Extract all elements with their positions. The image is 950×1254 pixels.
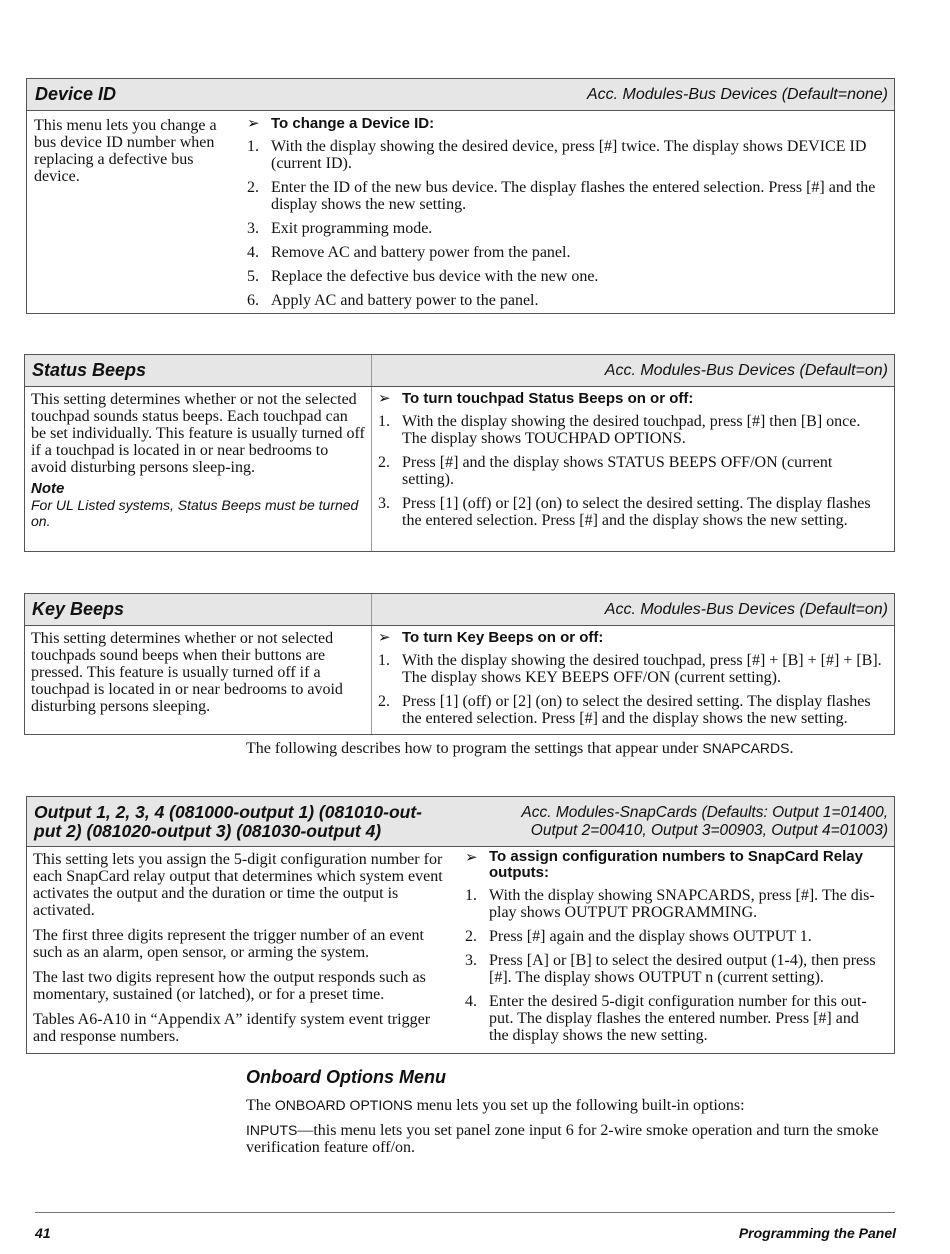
status-beeps-note-heading: Note [31,480,65,497]
output-paragraph: This setting lets you assign the 5-digit configuration number for each SnapCard relay output that determines which system event activates the output and the duration or time the output is activated. [33,851,443,919]
key-beeps-title: Key Beeps [32,599,125,619]
step-text: With the display showing the desired device, press [#] twice. The display shows DEVICE ID (current ID). [271,138,867,172]
status-beeps-header [25,355,894,387]
status-beeps-description: This setting determines whether or not the selected touchpad sounds status beeps. Each touchpad can be set individually. This feature is usually turned off if a touchpad is located in or near bedrooms to avoid disturbing persons sleep-ing. [31,391,365,476]
status-beeps-lead: To turn touchpad Status Beeps on or off: [402,390,694,407]
output-paragraph: Tables A6-A10 in “Appendix A” identify system event trigger and response numbers. [33,1011,431,1045]
step-text: Press [#] and the display shows STATUS BEEPS OFF/ON (current setting). [402,454,833,488]
output-section [26,796,895,1054]
step-text: With the display showing the desired touchpad, press [#] + [B] + [#] + [B]. The display shows KEY BEEPS OFF/ON (current setting). [402,652,882,686]
status-beeps-note-text: For UL Listed systems, Status Beeps must be turned on. [31,497,359,529]
status-beeps-section [24,354,895,552]
key-beeps-section [24,593,895,735]
step-text: Enter the desired 5-digit configuration number for this out-put. The display flashes the entered number. Press [#] and the display shows the new setting. [489,993,867,1044]
arrow-icon: ➢ [378,629,391,646]
status-beeps-steps [372,387,894,551]
output-title [34,803,422,841]
step-text: Replace the defective bus device with the new one. [271,268,599,285]
key-beeps-lead: To turn Key Beeps on or off: [402,629,604,646]
output-lead: To assign configuration numbers to SnapCard Relay outputs: [489,848,863,881]
status-beeps-acc: Acc. Modules-Bus Devices (Default=on) [604,361,888,379]
step-text: Press [A] or [B] to select the desired output (1-4), then press [#]. The display shows OUTPUT n (current setting). [489,952,876,986]
status-beeps-description-col [25,387,372,551]
device-id-acc: Acc. Modules-Bus Devices (Default=none) [586,85,888,103]
step-text: Remove AC and battery power from the panel. [271,244,571,261]
output-acc-line2: Output 2=00410, Output 3=00903, Output 4=01003) [530,821,888,839]
snapcards-intro [246,740,886,757]
step-text: Press [1] (off) or [2] (on) to select the desired setting. The display flashes the entered selection. Press [#] and the display shows the new setting. [402,693,871,727]
step-text: Enter the ID of the new bus device. The display flashes the entered selection. Press [#] and the display shows the new setting. [271,179,876,213]
list-item: 6. Apply AC and battery power to the panel. [247,292,539,309]
output-paragraph: The last two digits represent how the output responds such as momentary, sustained (or latched), or for a preset time. [33,969,426,1003]
list-item: 3. Press [1] (off) or [2] (on) to select the desired setting. The display flashes the entered selection. Press [#] and the display shows the new setting. [378,495,886,529]
onboard-options-term: ONBOARD OPTIONS [274,1097,413,1113]
list-item: 2. Press [#] again and the display shows OUTPUT 1. [465,928,812,945]
list-item: 1. With the display showing SNAPCARDS, press [#]. The dis-play shows OUTPUT PROGRAMMING. [465,887,880,921]
onboard-inputs [246,1122,894,1156]
snapcards-intro-end: . [789,740,794,757]
output-description [27,847,459,1053]
status-beeps-step-list [378,413,886,529]
arrow-icon: ➢ [465,849,478,866]
device-id-title: Device ID [35,84,117,104]
onboard-intro [246,1097,891,1114]
key-beeps-description: This setting determines whether or not selected touchpads sound beeps when their buttons are pressed. This feature is usually turned off if a touchpad is located in or near bedrooms to avoid disturbing persons sleeping. [25,626,372,734]
snapcards-term: SNAPCARDS [702,740,790,756]
key-beeps-step-list [378,652,886,727]
list-item: 1. With the display showing the desired touchpad, press [#] + [B] + [#] + [B]. The display shows KEY BEEPS OFF/ON (current setting). [378,652,886,686]
device-id-steps [241,111,894,316]
footer-divider [35,1212,895,1213]
list-item: 4. Enter the desired 5-digit configuration number for this out-put. The display flashes the entered number. Press [#] and the display shows the new setting. [465,993,880,1044]
device-id-step-list [247,138,886,309]
output-steps [459,847,894,1053]
onboard-heading: Onboard Options Menu [246,1067,446,1087]
footer-section-title: Programming the Panel [738,1225,896,1241]
output-acc-line1: Acc. Modules-SnapCards (Defaults: Output 1=01400, [521,803,888,821]
step-text: With the display showing the desired touchpad, press [#] then [B] once. The display shows TOUCHPAD OPTIONS. [402,413,861,447]
arrow-icon: ➢ [378,390,391,407]
output-step-list [465,887,880,1044]
inputs-text: —this menu lets you set panel zone input 6 for 2-wire smoke operation and turn the smoke verification feature off/on. [246,1122,879,1156]
onboard-intro-pre: The [246,1097,271,1114]
output-paragraph: The first three digits represent the trigger number of an event such as an alarm, open sensor, or arming the system. [33,927,424,961]
list-item: 4. Remove AC and battery power from the panel. [247,244,571,261]
list-item: 2. Press [1] (off) or [2] (on) to select the desired setting. The display flashes the entered selection. Press [#] and the display shows the new setting. [378,693,886,727]
status-beeps-title: Status Beeps [32,360,147,380]
step-text: Press [#] again and the display shows OUTPUT 1. [489,928,812,945]
onboard-intro-post: menu lets you set up the following built-in options: [416,1097,745,1114]
list-item: 2. Press [#] and the display shows STATUS BEEPS OFF/ON (current setting). [378,454,886,488]
list-item: 1. With the display showing the desired touchpad, press [#] then [B] once. The display shows TOUCHPAD OPTIONS. [378,413,886,447]
output-title-line2: put 2) (081020-output 3) (081030-output 4) [34,820,382,841]
key-beeps-acc: Acc. Modules-Bus Devices (Default=on) [604,600,888,618]
key-beeps-header [25,594,894,626]
arrow-icon: ➢ [247,115,260,132]
footer-page-number: 41 [35,1225,51,1241]
inputs-term: INPUTS [246,1122,298,1138]
list-item: 3. Exit programming mode. [247,220,433,237]
output-acc [521,804,888,840]
step-text: With the display showing SNAPCARDS, press [#]. The dis-play shows OUTPUT PROGRAMMING. [489,887,875,921]
key-beeps-steps [372,626,894,734]
output-header [27,797,894,847]
list-item: 1. With the display showing the desired device, press [#] twice. The display shows DEVICE ID (current ID). [247,138,886,172]
list-item: 3. Press [A] or [B] to select the desired output (1-4), then press [#]. The display shows OUTPUT n (current setting). [465,952,880,986]
snapcards-intro-text: The following describes how to program the settings that appear under [246,740,699,757]
device-id-header [27,79,894,111]
step-text: Apply AC and battery power to the panel. [271,292,539,309]
device-id-description: This menu lets you change a bus device ID number when replacing a defective bus device. [34,117,217,185]
output-title-line1: Output 1, 2, 3, 4 (081000-output 1) (081010-out- [34,801,422,822]
step-text: Press [1] (off) or [2] (on) to select the desired setting. The display flashes the entered selection. Press [#] and the display shows the new setting. [402,495,871,529]
list-item: 2. Enter the ID of the new bus device. The display flashes the entered selection. Press [#] and the display shows the new setting. [247,179,886,213]
step-text: Exit programming mode. [271,220,433,237]
device-id-lead: To change a Device ID: [271,115,435,132]
device-id-section [26,78,895,314]
list-item: 5. Replace the defective bus device with the new one. [247,268,599,285]
